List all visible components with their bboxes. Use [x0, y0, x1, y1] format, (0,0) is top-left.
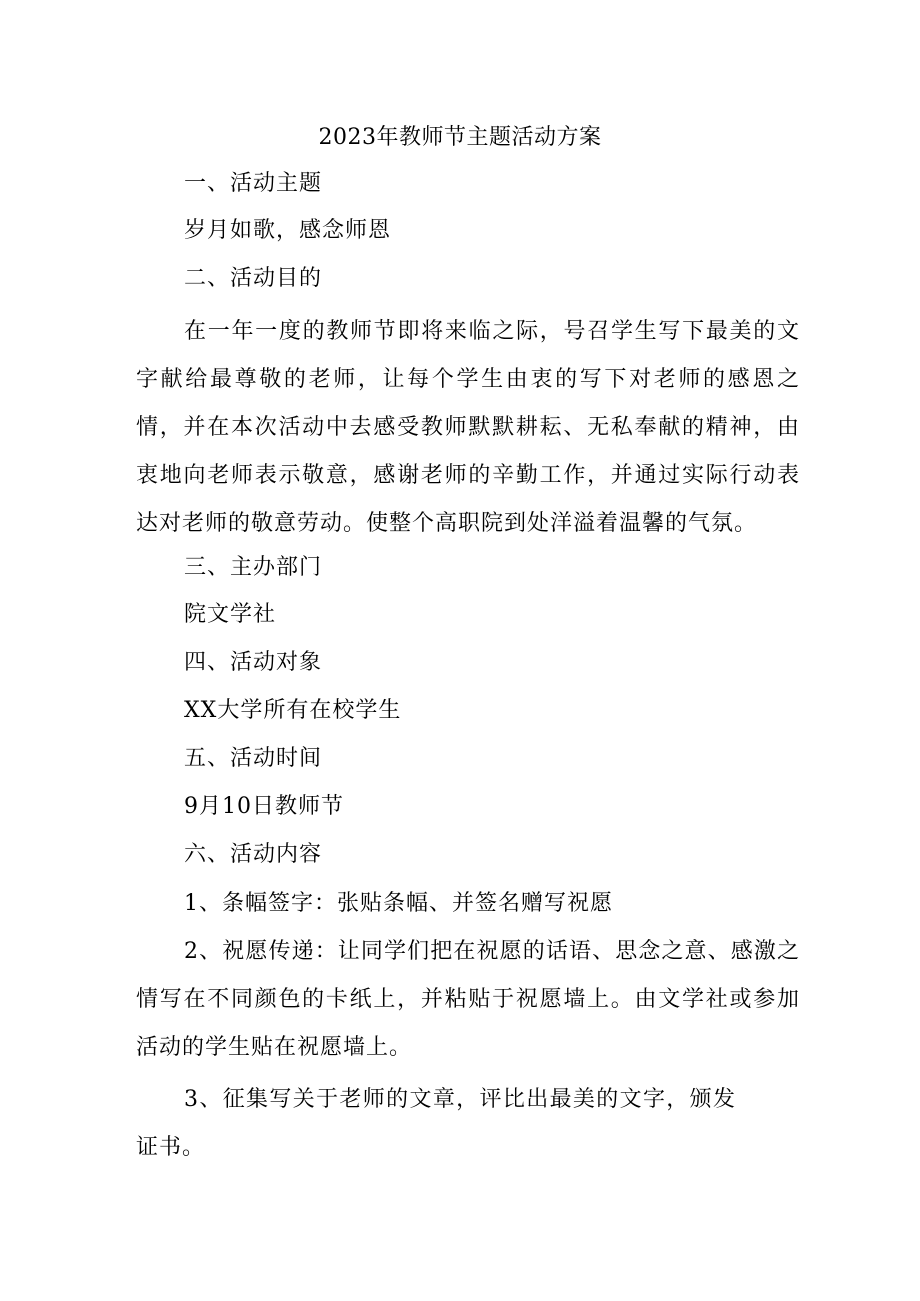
section-heading-time: 五、活动时间: [184, 746, 323, 771]
content-item-3: 3、征集写关于老师的文章，评比出最美的文字，颁发证书。: [136, 1087, 736, 1160]
section-heading-theme: 一、活动主题: [184, 171, 323, 196]
section-heading-organizer: 三、主办部门: [184, 555, 323, 580]
document-title: 2023年教师节主题活动方案: [318, 125, 602, 150]
section-heading-content: 六、活动内容: [184, 842, 323, 867]
audience-text: XX大学所有在校学生: [184, 698, 402, 723]
content-item-2: 2、祝愿传递：让同学们把在祝愿的话语、思念之意、感激之情写在不同颜色的卡纸上，并粘贴于祝愿墙上。由文学社或参加活动的学生贴在祝愿墙上。: [136, 939, 800, 1060]
section-heading-purpose: 二、活动目的: [184, 266, 323, 291]
organizer-text: 院文学社: [184, 602, 277, 627]
section-heading-audience: 四、活动对象: [184, 650, 323, 675]
theme-text: 岁月如歌，感念师恩: [184, 218, 392, 243]
content-item-1: 1、条幅签字：张贴条幅、并签名赠写祝愿: [184, 891, 613, 916]
purpose-paragraph: 在一年一度的教师节即将来临之际，号召学生写下最美的文字献给最尊敬的老师，让每个学生由衷的写下对老师的感恩之情，并在本次活动中去感受教师默默耕耘、无私奉献的精神，由衷地向老师表示敬意，感谢老师的辛勤工作，并通过实际行动表达对老师的敬意劳动。使整个高职院到处洋溢着温馨的气氛。: [136, 319, 800, 536]
time-text: 9月10日教师节: [184, 794, 344, 819]
